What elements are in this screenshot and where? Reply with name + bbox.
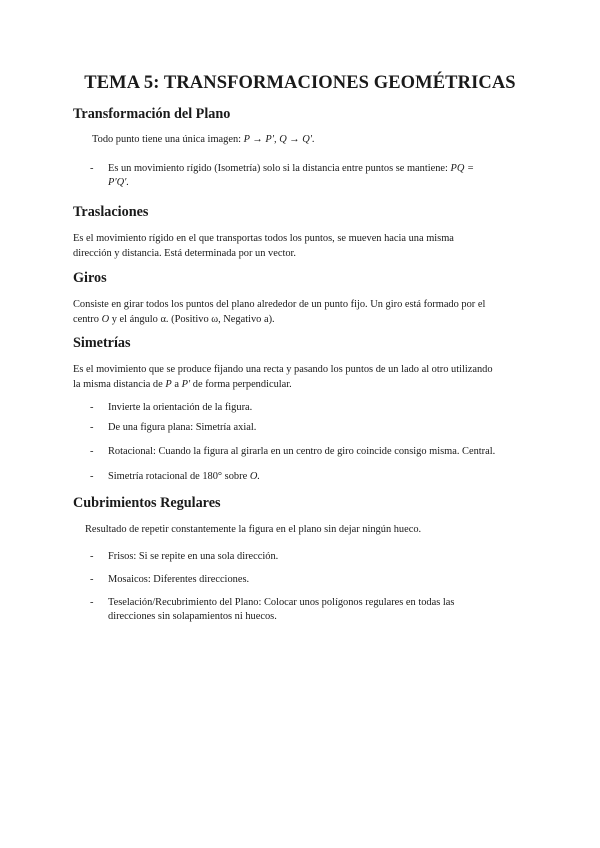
bullet-dash: - [90,597,94,608]
bullet-dash: - [90,574,94,585]
simetrias-p-prime-symbol: P′ [181,379,191,390]
heading-cubrimientos: Cubrimientos Regulares [73,495,221,511]
transformacion-intro-text: Todo punto tiene una única imagen: [92,134,242,145]
bullet-dash: - [90,551,94,562]
heading-giros: Giros [73,270,107,286]
transformacion-intro [92,132,315,147]
bullet-dash: - [90,163,94,174]
bullet-text-line-1: Teselación/Recubrimiento del Plano: Colocar unos polígonos regulares en todas las [108,597,455,608]
bullet-math-2: P′Q′. [108,177,129,188]
simetrias-line-2-suffix: de forma perpendicular. [192,379,292,390]
traslaciones-line-2: dirección y distancia. Está determinada por un vector. [73,248,297,259]
page-title: TEMA 5: TRANSFORMACIONES GEOMÉTRICAS [84,73,516,93]
bullet-dash: - [90,446,94,457]
traslaciones-paragraph [73,231,454,261]
giros-line-1: Consiste en girar todos los puntos del plano alrededor de un punto fijo. Un giro está formado por el [73,299,486,310]
giros-paragraph [73,297,485,327]
bullet-dash: - [90,422,94,433]
bullet-text: Rotacional: Cuando la figura al girarla en un centro de giro coincide consigo misma. Central. [108,446,496,457]
bullet-text [108,596,528,624]
simetrias-line-1: Es el movimiento que se produce fijando una recta y pasando los puntos de un lado al otro utilizando [73,364,493,375]
bullet-text [108,162,528,190]
giros-line-2-suffix: y el ángulo α. (Positivo ω, Negativo a). [111,314,275,325]
heading-transformacion: Transformación del Plano [73,106,231,122]
simetrias-paragraph [73,362,493,392]
simetrias-line-2-prefix: la misma distancia de [73,379,163,390]
bullet-text-main: Es un movimiento rígido (Isometría) solo si la distancia entre puntos se mantiene: [108,163,448,174]
heading-simetrias: Simetrías [73,335,131,351]
bullet-dash: - [90,402,94,413]
bullet-text-main: Simetría rotacional de 180° sobre [108,471,248,482]
heading-traslaciones: Traslaciones [73,204,149,220]
bullet-text [108,470,528,484]
bullet-text-line-2: direcciones sin solapamientos ni huecos. [108,611,277,622]
simetrias-line-2-mid: a [174,379,179,390]
bullet-text: Mosaicos: Diferentes direcciones. [108,574,250,585]
cubrimientos-intro: Resultado de repetir constantemente la figura en el plano sin dejar ningún hueco. [85,524,422,535]
bullet-math: O. [249,471,260,482]
bullet-math-1: PQ = [450,163,475,174]
giros-line-2-prefix: centro [73,314,99,325]
bullet-text: Invierte la orientación de la figura. [108,402,253,413]
bullet-text: Frisos: Si se repite en una sola dirección. [108,551,279,562]
simetrias-p-symbol: P [165,379,172,390]
traslaciones-line-1: Es el movimiento rígido en el que transportas todos los puntos, se mueven hacia una misma [73,233,454,244]
transformacion-intro-math: P → P′, Q → Q′. [243,134,315,145]
bullet-dash: - [90,471,94,482]
giros-center-symbol: O [101,314,110,325]
bullet-text: De una figura plana: Simetría axial. [108,422,257,433]
